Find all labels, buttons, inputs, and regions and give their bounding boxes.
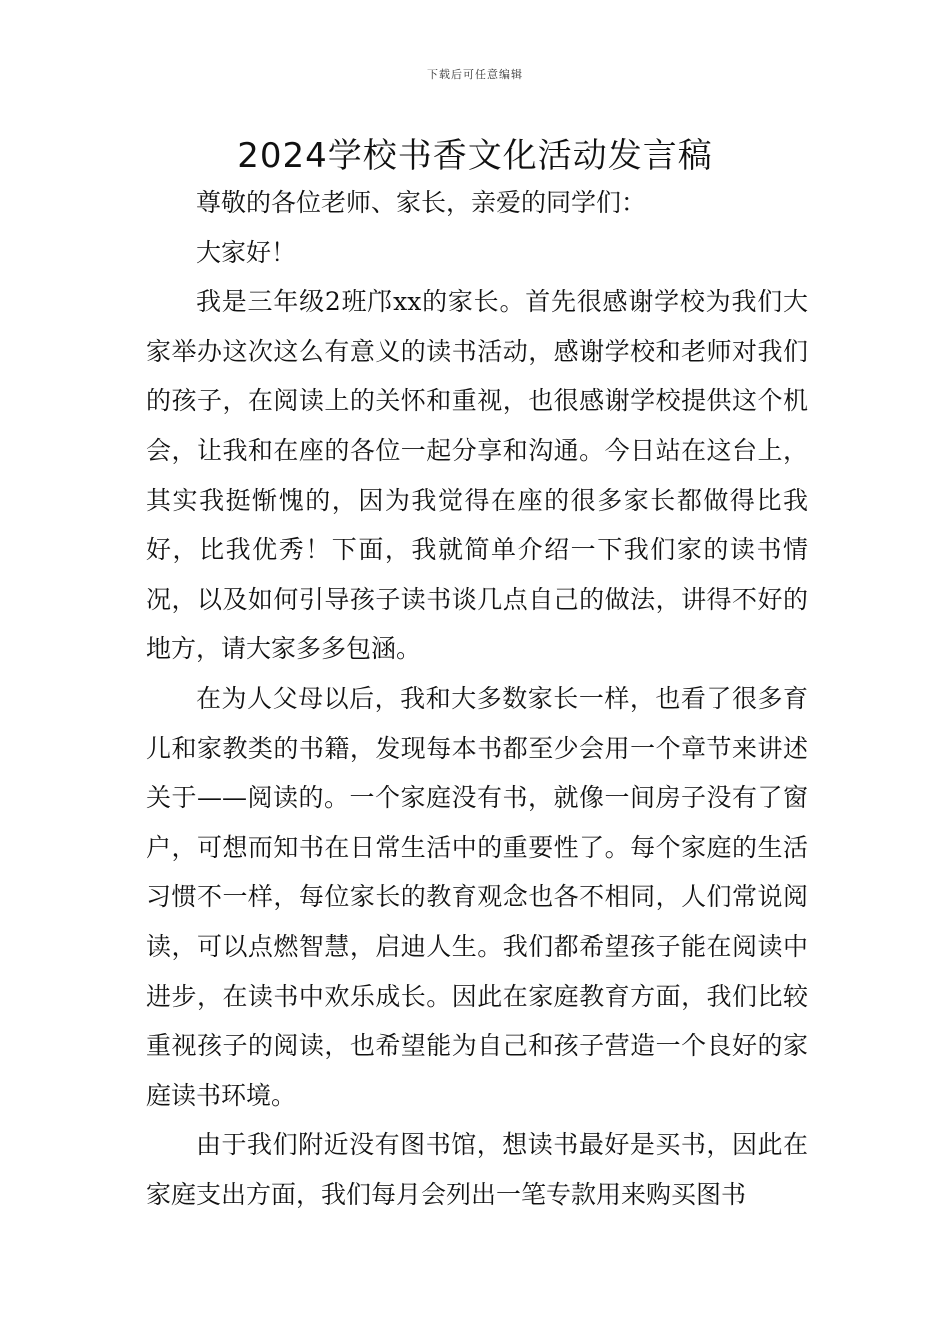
greeting-paragraph: 大家好！	[196, 237, 297, 267]
salutation-paragraph: 尊敬的各位老师、家长，亲爱的同学们：	[196, 188, 647, 217]
body-paragraph: 由于我们附近没有图书馆，想读书最好是买书，因此在家庭支出方面，我们每月会列出一笔专款用来购买图书	[146, 1130, 808, 1209]
document-body	[146, 178, 808, 1219]
body-paragraph: 我是三年级2班邝xx的家长。首先很感谢学校为我们大家举办这次这么有意义的读书活动，感谢学校和老师对我们的孩子，在阅读上的关怀和重视，也很感谢学校提供这个机会，让我和在座的各位一起分享和沟通。今日站在这台上，其实我挺惭愧的，因为我觉得在座的很多家长都做得比我好，比我优秀！下面，我就简单介绍一下我们家的读书情况，以及如何引导孩子读书谈几点自己的做法，讲得不好的地方，请大家多多包涵。	[146, 287, 808, 664]
header-note: 下载后可任意编辑	[427, 68, 523, 81]
page-title: 2024学校书香文化活动发言稿	[237, 136, 713, 176]
body-paragraph: 在为人父母以后，我和大多数家长一样，也看了很多育儿和家教类的书籍，发现每本书都至少会用一个章节来讲述关于——阅读的。一个家庭没有书，就像一间房子没有了窗户，可想而知书在日常生活中的重要性了。每个家庭的生活习惯不一样，每位家长的教育观念也各不相同，人们常说阅读，可以点燃智慧，启迪人生。我们都希望孩子能在阅读中进步，在读书中欢乐成长。因此在家庭教育方面，我们比较重视孩子的阅读，也希望能为自己和孩子营造一个良好的家庭读书环境。	[146, 683, 808, 1110]
